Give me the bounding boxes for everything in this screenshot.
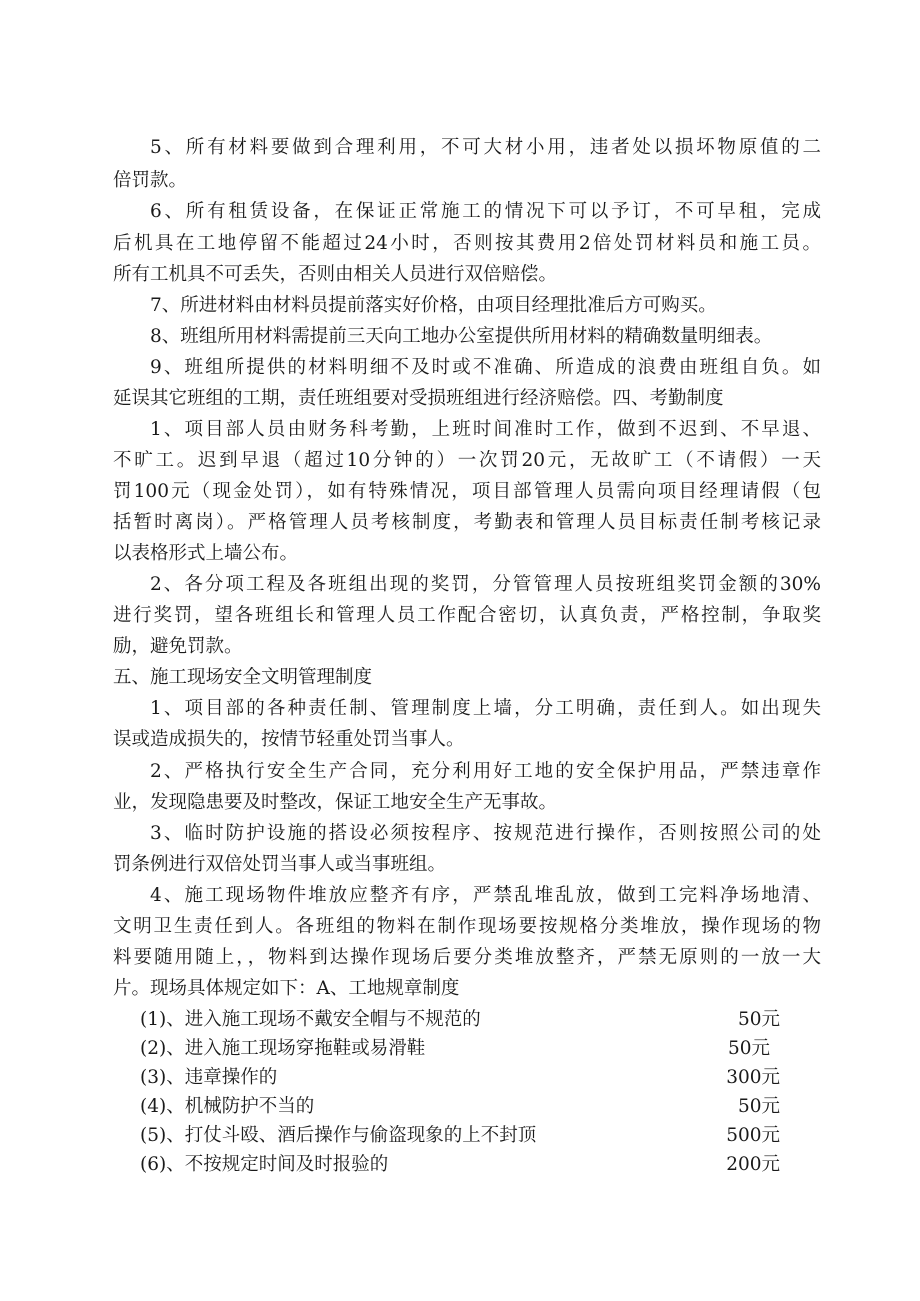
fine-amount: 50元: [737, 1009, 780, 1030]
paragraph-line: 2、各分项工程及各班组出现的奖罚，分管管理人员按班组奖罚金额的30%: [150, 574, 821, 595]
fine-item: (4)、机械防护不当的: [140, 1096, 315, 1117]
paragraph-line: 2、严格执行安全生产合同，充分利用好工地的安全保护用品，严禁违章作: [150, 761, 821, 782]
fine-item: (3)、违章操作的: [140, 1067, 278, 1088]
fine-row: [140, 1008, 780, 1032]
paragraph-line: 所有工机具不可丢失，否则由相关人员进行双倍赔偿。: [113, 264, 558, 285]
paragraph-line: 6、所有租赁设备，在保证正常施工的情况下可以予订，不可早租，完成: [150, 201, 821, 222]
paragraph-line: 励，避免罚款。: [113, 636, 243, 657]
fine-amount: 500元: [726, 1125, 780, 1146]
paragraph-line: 9、班组所提供的材料明细不及时或不准确、所造成的浪费由班组自负。如: [150, 357, 821, 378]
paragraph-line: 不旷工。迟到早退（超过10分钟的）一次罚20元，无故旷工（不请假）一天: [113, 450, 821, 471]
fine-amount: 50元: [727, 1038, 770, 1059]
paragraph-line: 4、施工现场物件堆放应整齐有序，严禁乱堆乱放，做到工完料净场地清、: [150, 885, 821, 906]
paragraph-line: 7、所进材料由材料员提前落实好价格，由项目经理批准后方可购买。: [150, 295, 717, 316]
fine-row: [140, 1153, 780, 1177]
paragraph-line: 倍罚款。: [113, 170, 188, 191]
fine-row: [140, 1066, 780, 1090]
section-heading: 五、施工现场安全文明管理制度: [113, 667, 373, 688]
fine-amount: 300元: [726, 1067, 780, 1088]
paragraph-line: 片。现场具体规定如下：A、工地规章制度: [113, 978, 460, 999]
paragraph-line: 括暂时离岗）。严格管理人员考核制度，考勤表和管理人员目标责任制考核记录: [113, 512, 821, 533]
paragraph-line: 误或造成损失的，按情节轻重处罚当事人。: [113, 729, 465, 750]
fine-amount: 50元: [737, 1096, 780, 1117]
fine-row: [140, 1037, 770, 1061]
paragraph-line: 业，发现隐患要及时整改，保证工地安全生产无事故。: [113, 792, 558, 813]
fine-row: [140, 1124, 780, 1148]
paragraph-line: 以表格形式上墙公布。: [113, 543, 299, 564]
paragraph-line: 5、所有材料要做到合理利用，不可大材小用，违者处以损坏物原值的二: [150, 137, 821, 158]
fine-amount: 200元: [726, 1154, 780, 1175]
paragraph-line: 3、临时防护设施的搭设必须按程序、按规范进行操作，否则按照公司的处: [150, 823, 821, 844]
paragraph-line: 料要随用随上，，物料到达操作现场后要分类堆放整齐，严禁无原则的一放一大: [113, 947, 821, 968]
paragraph-line: 罚条例进行双倍处罚当事人或当事班组。: [113, 854, 447, 875]
paragraph-line: 后机具在工地停留不能超过24小时，否则按其费用2倍处罚材料员和施工员。: [113, 233, 821, 254]
paragraph-line: 进行奖罚，望各班组长和管理人员工作配合密切，认真负责，严格控制，争取奖: [113, 605, 821, 626]
paragraph-line: 1、项目部人员由财务科考勤，上班时间准时工作，做到不迟到、不早退、: [150, 419, 821, 440]
paragraph-line: 文明卫生责任到人。各班组的物料在制作现场要按规格分类堆放，操作现场的物: [113, 916, 821, 937]
fine-row: [140, 1095, 780, 1119]
fine-item: (6)、不按规定时间及时报验的: [140, 1154, 389, 1175]
fine-item: (5)、打仗斗殴、酒后操作与偷盗现象的上不封顶: [140, 1125, 537, 1146]
paragraph-line: 1、项目部的各种责任制、管理制度上墙，分工明确，责任到人。如出现失: [150, 698, 821, 719]
paragraph-line: 罚100元（现金处罚），如有特殊情况，项目部管理人员需向项目经理请假（包: [113, 481, 821, 502]
fine-item: (2)、进入施工现场穿拖鞋或易滑鞋: [140, 1038, 426, 1059]
paragraph-line: 8、班组所用材料需提前三天向工地办公室提供所用材料的精确数量明细表。: [150, 326, 773, 347]
fine-item: (1)、进入施工现场不戴安全帽与不规范的: [140, 1009, 481, 1030]
paragraph-line: 延误其它班组的工期，责任班组要对受损班组进行经济赔偿。四、考勤制度: [113, 388, 724, 409]
